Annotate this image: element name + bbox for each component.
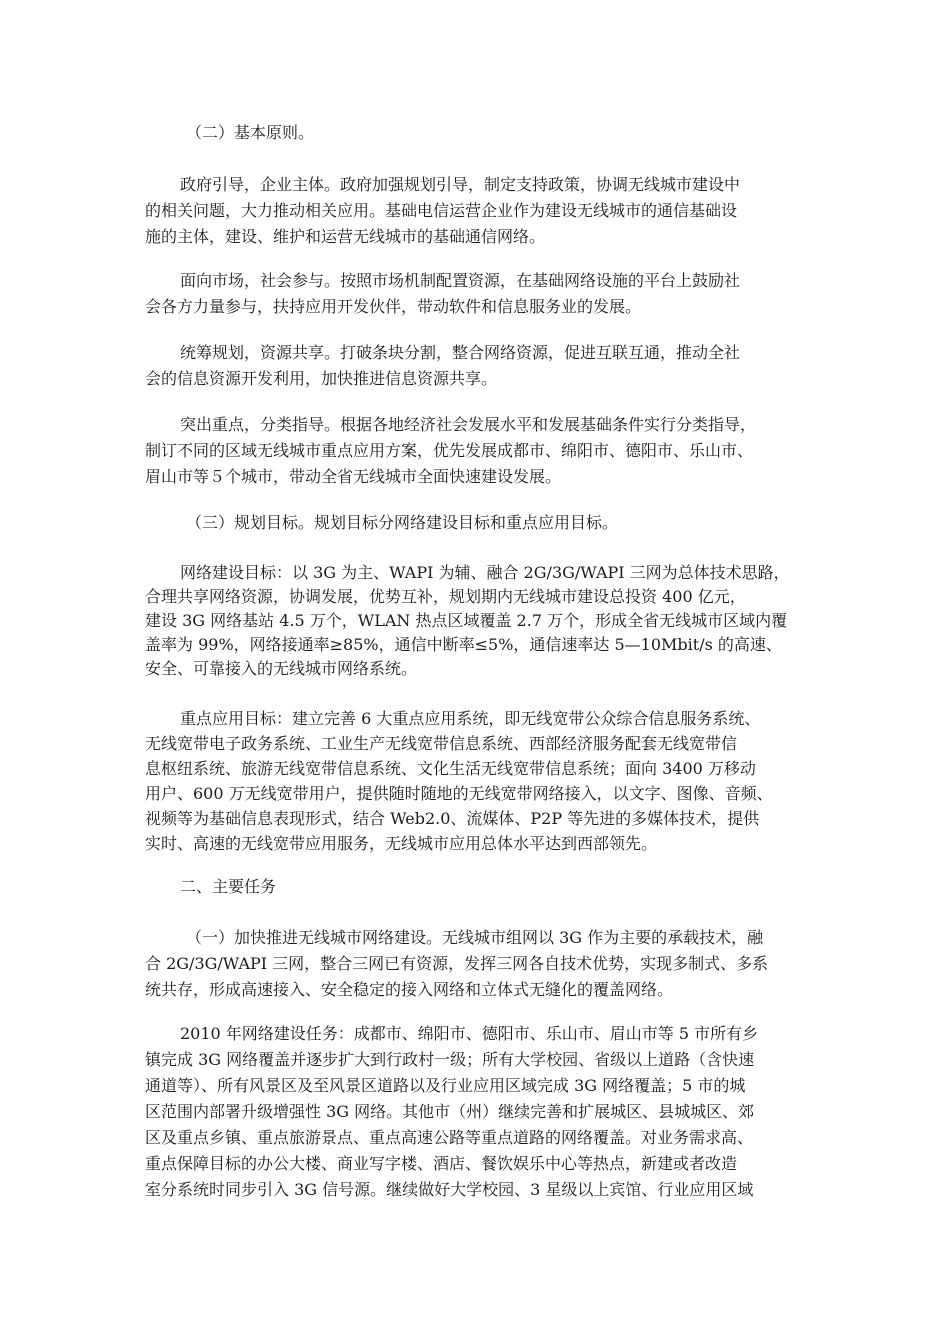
paragraph-line: 息枢纽系统、旅游无线宽带信息系统、文化生活无线宽带信息系统；面向 3400 万移动 <box>145 759 756 778</box>
paragraph-line: 合理共享网络资源，协调发展，优势互补，规划期内无线城市建设总投资 400 亿元， <box>145 587 746 606</box>
paragraph-line: 室分系统时同步引入 3G 信号源。继续做好大学校园、3 星级以上宾馆、行业应用区域 <box>145 1180 754 1199</box>
paragraph-line: 统共存，形成高速接入、安全稳定的接入网络和立体式无缝化的覆盖网络。 <box>145 980 674 999</box>
paragraph-line: 重点应用目标：建立完善 6 大重点应用系统，即无线宽带公众综合信息服务系统、 <box>180 709 761 728</box>
paragraph-line: 通道等）、所有风景区及至风景区道路以及行业应用区域完成 3G 网络覆盖；5 市的城 <box>145 1076 746 1095</box>
paragraph-line: （一）加快推进无线城市网络建设。无线城市组网以 3G 作为主要的承载技术，融 <box>186 928 764 947</box>
section-heading-main-tasks: 二、主要任务 <box>180 877 277 896</box>
paragraph-line: 制订不同的区域无线城市重点应用方案，优先发展成都市、绵阳市、德阳市、乐山市、 <box>145 441 754 460</box>
paragraph-line: 的相关问题，大力推动相关应用。基础电信运营企业作为建设无线城市的通信基础设 <box>145 201 738 220</box>
paragraph-line: 统筹规划，资源共享。打破条块分割，整合网络资源，促进互联互通，推动全社 <box>180 343 741 362</box>
paragraph-line: 实时、高速的无线宽带应用服务，无线城市应用总体水平达到西部领先。 <box>145 834 658 853</box>
paragraph-line: 重点保障目标的办公大楼、商业写字楼、酒店、餐饮娱乐中心等热点，新建或者改造 <box>145 1154 738 1173</box>
paragraph-line: 政府引导，企业主体。政府加强规划引导，制定支持政策，协调无线城市建设中 <box>180 175 741 194</box>
paragraph-line: 突出重点，分类指导。根据各地经济社会发展水平和发展基础条件实行分类指导， <box>180 415 757 434</box>
paragraph-line: 区范围内部署升级增强性 3G 网络。其他市（州）继续完善和扩展城区、县城城区、郊 <box>145 1102 755 1121</box>
paragraph-line: 施的主体，建设、维护和运营无线城市的基础通信网络。 <box>145 227 546 246</box>
paragraph-line: 视频等为基础信息表现形式，结合 Web2.0、流媒体、P2P 等先进的多媒体技术，提供 <box>145 809 760 828</box>
paragraph-line: 网络建设目标：以 3G 为主、WAPI 为辅、融合 2G/3G/WAPI 三网为总体技术思路， <box>180 563 790 582</box>
paragraph-line: 区及重点乡镇、重点旅游景点、重点高速公路等重点道路的网络覆盖。对业务需求高、 <box>145 1128 754 1147</box>
paragraph-line: 用户、600 万无线宽带用户，提供随时随地的无线宽带网络接入，以文字、图像、音频、 <box>145 784 773 803</box>
paragraph-line: 安全、可靠接入的无线城市网络系统。 <box>145 659 418 678</box>
paragraph-line: 会各方力量参与，扶持应用开发伙伴，带动软件和信息服务业的发展。 <box>145 297 642 316</box>
paragraph-line: 无线宽带电子政务系统、工业生产无线宽带信息系统、西部经济服务配套无线宽带信 <box>145 734 738 753</box>
paragraph-line: 2010 年网络建设任务：成都市、绵阳市、德阳市、乐山市、眉山市等 5 市所有乡 <box>180 1024 759 1043</box>
paragraph-line: 眉山市等５个城市，带动全省无线城市全面快速建设发展。 <box>145 467 562 486</box>
section-heading-principles: （二）基本原则。 <box>186 123 315 142</box>
paragraph-line: 面向市场，社会参与。按照市场机制配置资源，在基础网络设施的平台上鼓励社 <box>180 271 741 290</box>
paragraph-line: 合 2G/3G/WAPI 三网，整合三网已有资源，发挥三网各自技术优势，实现多制式、多系 <box>145 954 769 973</box>
section-heading-goals: （三）规划目标。规划目标分网络建设目标和重点应用目标。 <box>186 513 619 532</box>
paragraph-line: 会的信息资源开发利用，加快推进信息资源共享。 <box>145 369 498 388</box>
paragraph-line: 建设 3G 网络基站 4.5 万个，WLAN 热点区域覆盖 2.7 万个，形成全省无线城市区域内覆 <box>145 611 788 630</box>
paragraph-line: 镇完成 3G 网络覆盖并逐步扩大到行政村一级；所有大学校园、省级以上道路（含快速 <box>145 1050 755 1069</box>
paragraph-line: 盖率为 99%，网络接通率≥85%，通信中断率≤5%，通信速率达 5—10Mbit/s 的高速、 <box>145 635 782 654</box>
